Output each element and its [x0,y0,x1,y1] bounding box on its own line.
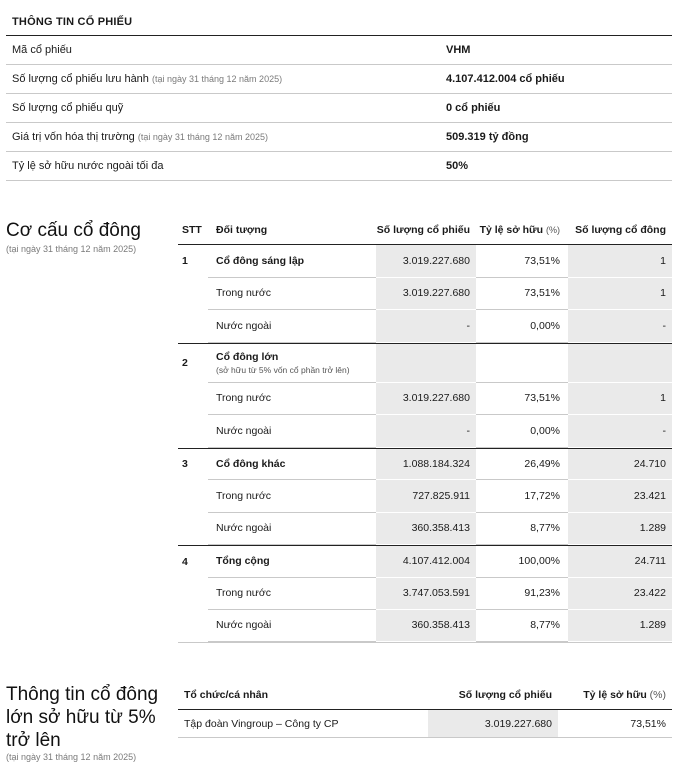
row-name: Tập đoàn Vingroup – Công ty CP [184,717,339,730]
row-count: 1.289 [568,513,672,546]
group-name: Cổ đông lớn [216,350,279,363]
stock-info-label [6,73,446,85]
row-quantity: - [376,310,476,343]
row-percent: 100,00% [476,546,568,578]
stock-info-value: 0 cổ phiếu [446,102,501,114]
major-shareholders-table [178,680,672,738]
row-quantity: 727.825.911 [376,480,476,513]
row-count: 1.289 [568,610,672,642]
row-quantity [376,344,476,383]
col-name: Tổ chức/cá nhân [184,688,269,701]
major-heading-line: lớn sở hữu từ 5% [6,707,156,728]
table-row [178,245,672,278]
row-stt: 3 [182,458,188,471]
row-percent: 73,51% [476,278,568,311]
row-count: 23.421 [568,480,672,513]
row-count: 24.710 [568,449,672,481]
table-row [178,448,672,481]
row-object [208,449,376,481]
stock-info-row [6,36,672,65]
major-heading-line: trở lên [6,730,61,751]
col-stt: STT [182,223,202,236]
row-object: Trong nước [208,578,376,611]
row-percent: 8,77% [476,610,568,642]
col-percent [476,224,568,236]
table-row [178,710,672,738]
row-object: Nước ngoài [208,415,376,448]
table-header [178,215,672,245]
table-row [178,415,672,448]
stock-info-section [6,8,672,181]
row-count: 1 [568,278,672,311]
col-quantity: Số lượng cổ phiếu [458,688,552,701]
label-text: Số lượng cổ phiếu quỹ [12,102,124,114]
row-count: - [568,415,672,448]
row-percent: 0,00% [476,415,568,448]
row-count: 1 [568,383,672,416]
col-percent-unit: (%) [649,688,666,701]
stock-info-value: 4.107.412.004 cổ phiếu [446,73,565,85]
row-object: Trong nước [208,278,376,311]
row-quantity: 3.019.227.680 [376,383,476,416]
stock-info-label [6,160,446,172]
row-percent [476,344,568,383]
row-percent: 91,23% [476,578,568,611]
row-quantity: 1.088.184.324 [376,449,476,481]
table-row [178,513,672,546]
row-percent: 73,51% [476,383,568,416]
row-percent: 0,00% [476,310,568,343]
major-heading-line: Thông tin cổ đông [6,684,159,705]
row-object: Nước ngoài [208,310,376,343]
label-text: Tỷ lệ sở hữu nước ngoài tối đa [12,160,164,172]
row-stt: 4 [182,555,188,568]
row-count [568,344,672,383]
structure-heading-block [6,219,141,254]
date-note: (tại ngày 31 tháng 12 năm 2025) [151,74,283,84]
row-count: 1 [568,245,672,278]
row-object [208,245,376,278]
major-date-note: (tại ngày 31 tháng 12 năm 2025) [6,752,137,762]
col-object: Đối tượng [216,223,268,236]
group-name: Tổng cộng [216,555,270,568]
table-header [178,680,672,710]
stock-info-label [6,44,446,56]
row-stt: 2 [182,357,188,369]
row-quantity: 360.358.413 [376,610,476,642]
row-quantity: 3.019.227.680 [428,710,558,737]
row-object: Nước ngoài [208,610,376,642]
table-row [178,545,672,578]
col-percent-label: Tỷ lệ sở hữu [583,688,647,701]
row-object: Trong nước [208,383,376,416]
col-percent-unit: (%) [546,224,560,235]
row-quantity: - [376,415,476,448]
label-text: Giá trị vốn hóa thị trường [12,131,135,143]
group-note: (sở hữu từ 5% vốn cổ phần trở lên) [216,364,350,375]
row-quantity: 3.019.227.680 [376,278,476,311]
table-row [178,383,672,416]
shareholder-structure-table [178,215,672,643]
row-percent: 73,51% [476,245,568,278]
row-count: 23.422 [568,578,672,611]
stock-info-row [6,65,672,94]
group-name: Cổ đông sáng lập [216,254,305,267]
row-quantity: 4.107.412.004 [376,546,476,578]
row-stt: 1 [182,255,188,268]
label-text: Mã cổ phiếu [12,44,72,56]
col-percent-label: Tỷ lệ sở hữu [479,223,544,236]
table-row [178,578,672,611]
date-note: (tại ngày 31 tháng 12 năm 2025) [137,132,268,142]
row-quantity: 3.019.227.680 [376,245,476,278]
row-object: Trong nước [208,480,376,513]
col-percent [558,689,672,701]
major-heading-block [6,683,158,762]
col-quantity: Số lượng cổ phiếu [376,223,470,236]
table-row [178,480,672,513]
row-percent: 17,72% [476,480,568,513]
row-object [208,344,376,383]
row-object: Nước ngoài [208,513,376,546]
table-row [178,310,672,343]
stock-info-value: VHM [446,44,471,56]
stock-info-title: THÔNG TIN CỔ PHIẾU [6,8,672,36]
row-percent: 26,49% [476,449,568,481]
stock-info-value: 50% [446,160,469,172]
stock-info-row [6,94,672,123]
structure-heading: Cơ cấu cổ đông [6,220,141,241]
row-quantity: 360.358.413 [376,513,476,546]
group-name: Cổ đông khác [216,457,286,470]
table-row [178,610,672,643]
stock-info-row [6,152,672,181]
row-percent: 8,77% [476,513,568,546]
table-row [178,343,672,383]
stock-info-label [6,131,446,143]
label-text: Số lượng cổ phiếu lưu hành [12,73,149,85]
row-object [208,546,376,578]
stock-info-value: 509.319 tỷ đồng [446,131,529,143]
structure-date-note: (tại ngày 31 tháng 12 năm 2025) [6,244,137,254]
stock-info-row [6,123,672,152]
stock-info-label [6,102,446,114]
row-percent: 73,51% [630,717,666,730]
col-count: Số lượng cổ đông [575,223,666,236]
row-quantity: 3.747.053.591 [376,578,476,611]
row-count: 24.711 [568,546,672,578]
table-row [178,278,672,311]
row-count: - [568,310,672,343]
